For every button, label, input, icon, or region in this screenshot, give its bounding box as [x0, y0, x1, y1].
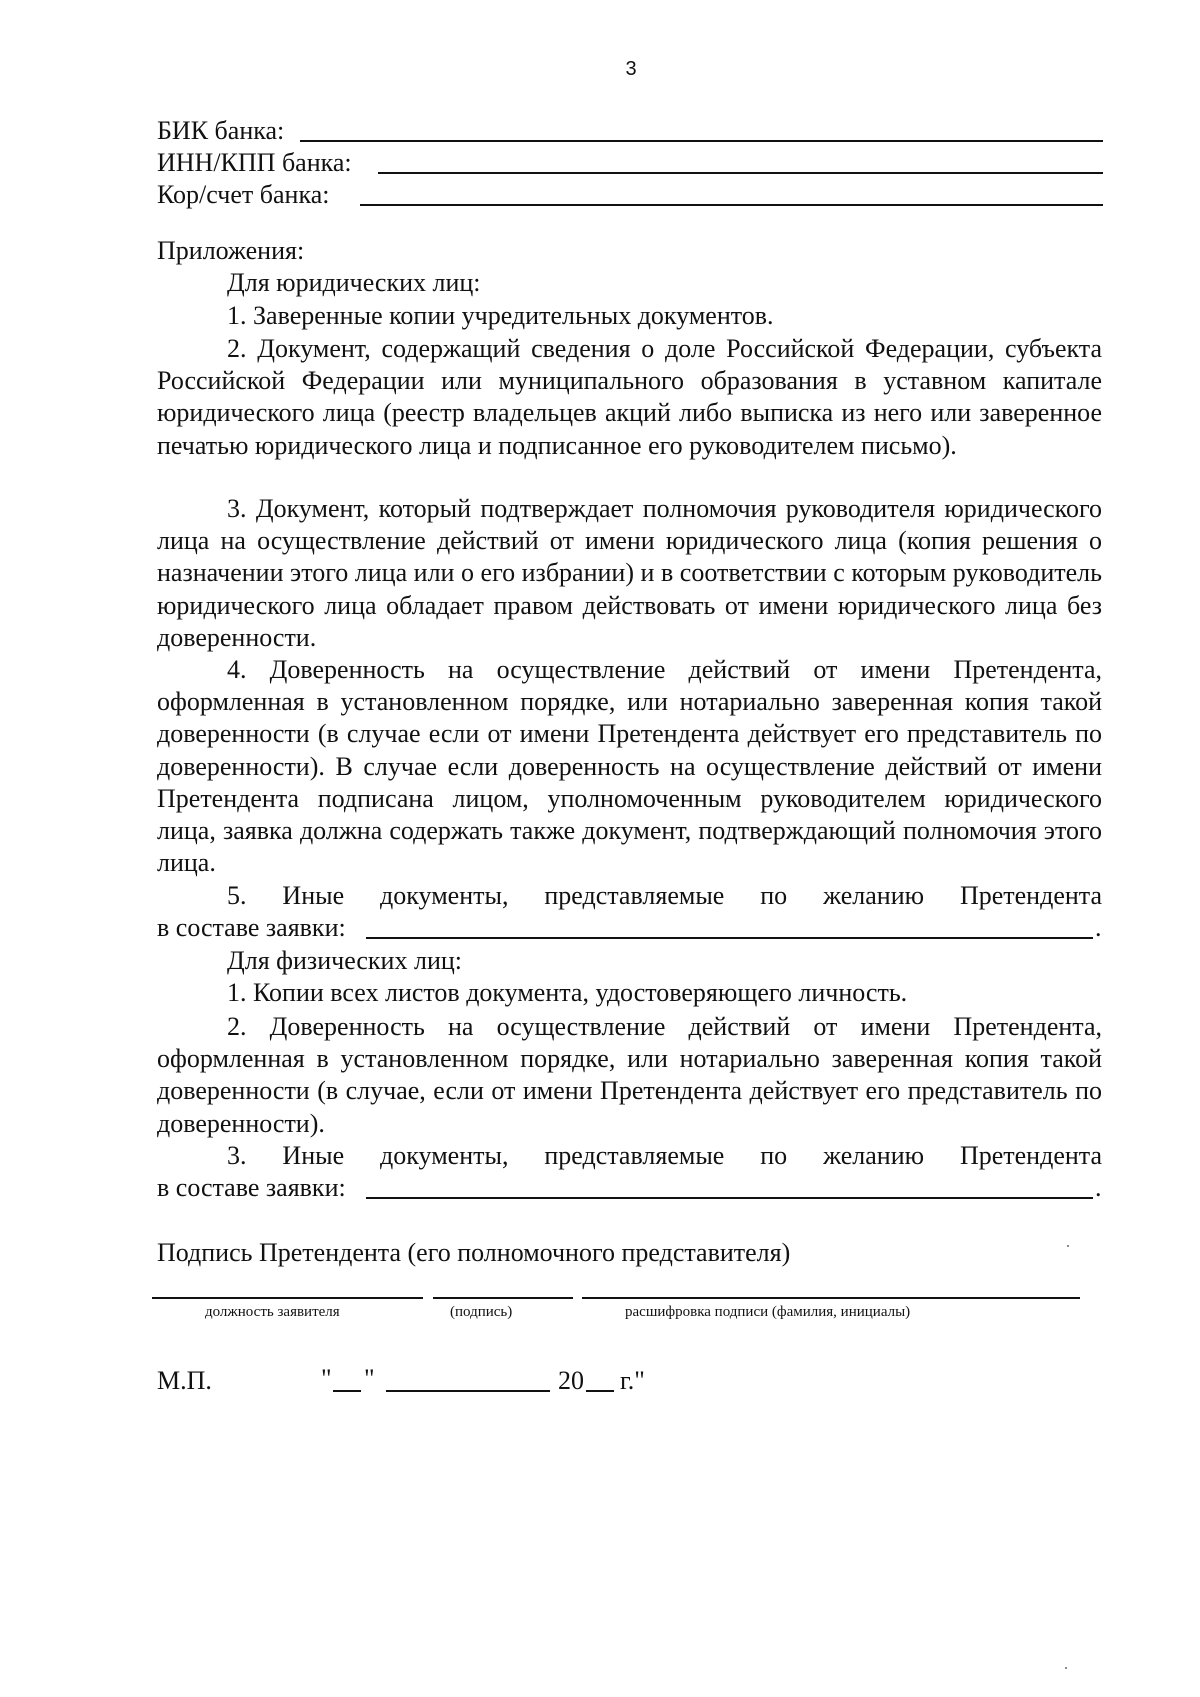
legal-item-1: 1. Заверенные копии учредительных документов.	[227, 301, 774, 330]
individuals-heading: Для физических лиц:	[227, 946, 462, 975]
bik-label: БИК банка:	[157, 116, 285, 145]
caption-decoding: расшифровка подписи (фамилия, инициалы)	[625, 1304, 911, 1320]
individual-other-docs-field[interactable]	[366, 1197, 1093, 1199]
scan-speck	[1067, 1245, 1069, 1247]
kor-account-field[interactable]	[360, 204, 1103, 206]
inn-kpp-label: ИНН/КПП банка:	[157, 148, 352, 177]
legal-item-2	[157, 333, 1102, 462]
kor-account-label: Кор/счет банка:	[157, 180, 330, 209]
scan-speck	[1065, 1667, 1067, 1669]
legal-entities-heading: Для юридических лиц:	[227, 268, 481, 297]
year-prefix: 20	[558, 1366, 584, 1395]
inn-kpp-field[interactable]	[378, 172, 1103, 174]
attachments-heading: Приложения:	[157, 236, 305, 265]
individual-item-3-tail: в составе заявки:	[157, 1173, 346, 1202]
caption-signature: (подпись)	[450, 1304, 513, 1320]
signature-heading: Подпись Претендента (его полномочного представителя)	[157, 1238, 791, 1267]
individual-item-1: 1. Копии всех листов документа, удостоверяющего личность.	[227, 978, 908, 1007]
individual-item-2-text: 2. Доверенность на осуществление действий от имени Претендента, оформленная в установленном порядке, или нотариально заверенная копия такой доверенности (в случае, если от имени Претендента действует его представитель по доверенности).	[157, 1012, 1102, 1138]
legal-item-3	[157, 493, 1102, 654]
legal-item-5-tail: в составе заявки:	[157, 913, 346, 942]
stamp-label: М.П.	[157, 1366, 212, 1395]
legal-item-4-text: 4. Доверенность на осуществление действий от имени Претендента, оформленная в установленном порядке, или нотариально заверенная копия такой доверенности (в случае если от имени Претендента действует его представитель по доверенности). В случае если доверенность на осуществление действий от имени Претендента подписана лицом, уполномоченным руководителем юридического лица, заявка должна содержать также документ, подтверждающий полномочия этого лица.	[157, 655, 1102, 878]
signature-decoding-field[interactable]	[582, 1297, 1080, 1299]
legal-item-5-period: .	[1095, 913, 1102, 942]
caption-position: должность заявителя	[205, 1304, 340, 1320]
year-suffix: г."	[620, 1366, 645, 1395]
legal-item-5	[157, 880, 1102, 912]
individual-item-3-text: 3. Иные документы, представляемые по желанию Претендента	[227, 1141, 1102, 1170]
position-field[interactable]	[152, 1297, 423, 1299]
page-number: 3	[625, 58, 637, 80]
legal-item-4	[157, 654, 1102, 879]
legal-item-2-text: 2. Документ, содержащий сведения о доле Российской Федерации, субъекта Российской Федерации или муниципального образования в уставном капитале юридического лица (реестр владельцев акций либо выписка из него или заверенное печатью юридического лица и подписанное его руководителем письмо).	[157, 334, 1102, 460]
date-year-field[interactable]	[586, 1390, 614, 1392]
legal-other-docs-field[interactable]	[366, 937, 1093, 939]
legal-item-5-text: 5. Иные документы, представляемые по желанию Претендента	[227, 881, 1102, 910]
date-close-quote: "	[364, 1364, 375, 1393]
date-month-field[interactable]	[386, 1390, 550, 1392]
date-day-field[interactable]	[333, 1390, 361, 1392]
legal-item-3-text: 3. Документ, который подтверждает полномочия руководителя юридического лица на осуществление действий от имени юридического лица (копия решения о назначении этого лица или о его избрании) и в соответствии с которым руководитель юридического лица обладает правом действовать от имени юридического лица без доверенности.	[157, 494, 1102, 652]
individual-item-3-period: .	[1095, 1173, 1102, 1202]
individual-item-2	[157, 1011, 1102, 1140]
date-open-quote: "	[321, 1364, 332, 1393]
bik-field[interactable]	[300, 140, 1103, 142]
signature-field[interactable]	[433, 1297, 573, 1299]
individual-item-3	[157, 1140, 1102, 1172]
